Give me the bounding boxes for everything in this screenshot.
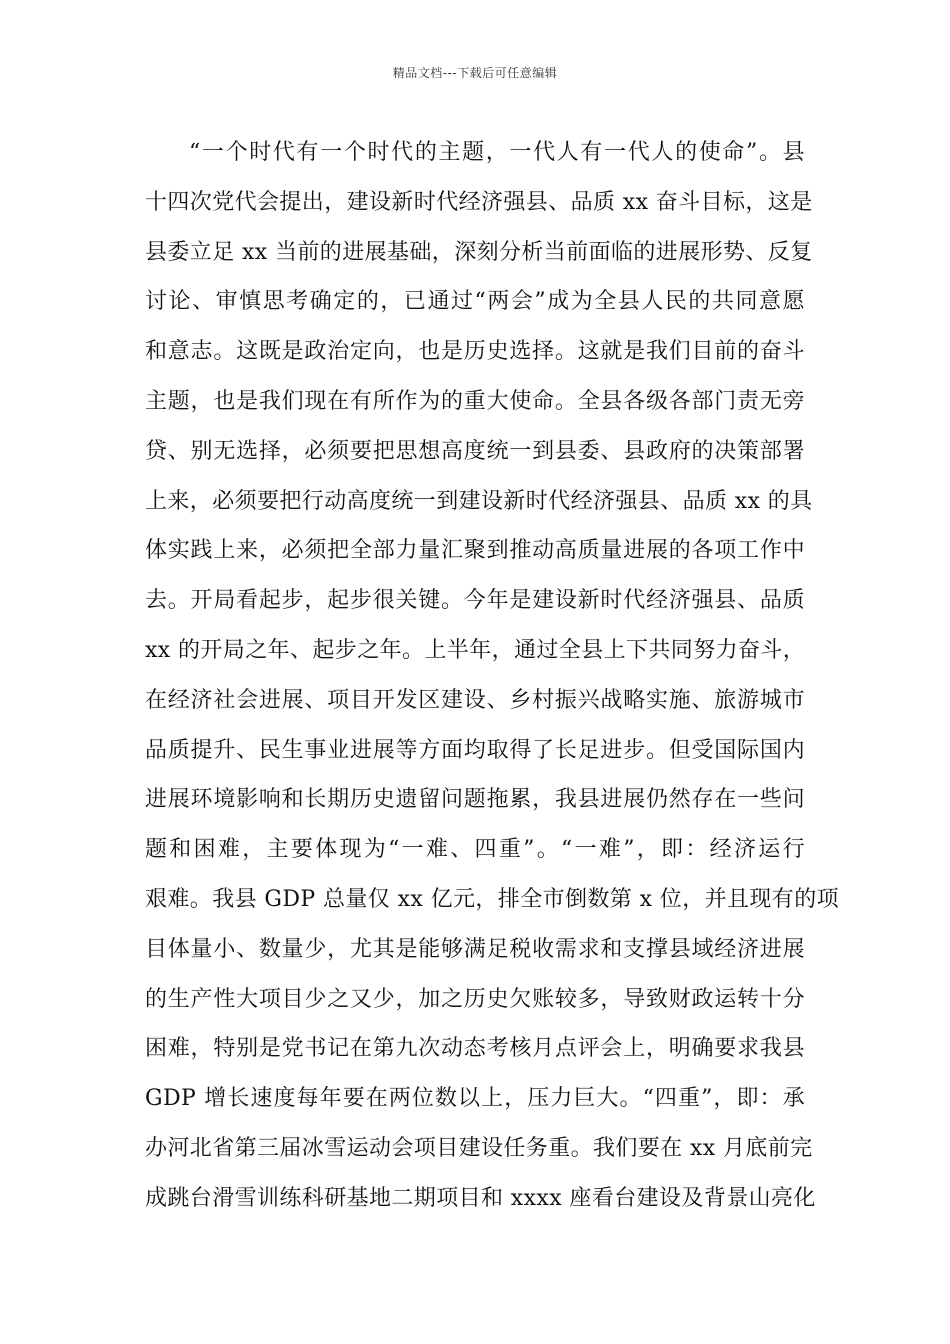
text-line: 艰难。我县 GDP 总量仅 xx 亿元，排全市倒数第 x 位，并且现有的项	[145, 886, 839, 912]
text-line: 题和困难，主要体现为“一难、四重”。“一难”，即：经济运行	[145, 837, 805, 863]
text-line: 成跳台滑雪训练科研基地二期项目和 xxxx 座看台建设及背景山亮化	[145, 1185, 816, 1211]
text-line: 县委立足 xx 当前的进展基础，深刻分析当前面临的进展形势、反复	[145, 239, 813, 265]
text-line: 目体量小、数量少，尤其是能够满足税收需求和支撑县域经济进展	[145, 936, 805, 962]
text-line: 办河北省第三届冰雪运动会项目建设任务重。我们要在 xx 月底前完	[145, 1135, 813, 1161]
text-line: 困难，特别是党书记在第九次动态考核月点评会上，明确要求我县	[145, 1036, 805, 1062]
text-line: 在经济社会进展、项目开发区建设、乡村振兴战略实施、旅游城市	[145, 687, 805, 713]
text-line: 和意志。这既是政治定向，也是历史选择。这就是我们目前的奋斗	[145, 339, 805, 365]
text-line: 上来，必须要把行动高度统一到建设新时代经济强县、品质 xx 的具	[145, 488, 813, 514]
text-line: 去。开局看起步，起步很关键。今年是建设新时代经济强县、品质	[145, 588, 805, 614]
body-paragraph	[145, 128, 839, 1224]
text-line: 十四次党代会提出，建设新时代经济强县、品质 xx 奋斗目标，这是	[145, 189, 813, 215]
text-line: 进展环境影响和长期历史遗留问题拖累，我县进展仍然存在一些问	[145, 787, 805, 813]
page-header: 精品文档---下载后可任意编辑	[392, 66, 558, 80]
text-line: 的生产性大项目少之又少，加之历史欠账较多，导致财政运转十分	[145, 986, 805, 1012]
text-line: 主题，也是我们现在有所作为的重大使命。全县各级各部门责无旁	[145, 388, 805, 414]
text-line: 贷、别无选择，必须要把思想高度统一到县委、县政府的决策部署	[145, 438, 805, 464]
text-line: 体实践上来，必须把全部力量汇聚到推动高质量进展的各项工作中	[145, 538, 805, 564]
text-line: xx 的开局之年、起步之年。上半年，通过全县上下共同努力奋斗，	[145, 637, 806, 663]
text-line: “一个时代有一个时代的主题，一代人有一代人的使命”。县	[189, 140, 805, 165]
text-line: 讨论、审慎思考确定的，已通过“两会”成为全县人民的共同意愿	[145, 289, 805, 315]
text-line: 品质提升、民生事业进展等方面均取得了长足进步。但受国际国内	[145, 737, 805, 763]
text-line: GDP 增长速度每年要在两位数以上，压力巨大。“四重”，即：承	[145, 1086, 805, 1112]
